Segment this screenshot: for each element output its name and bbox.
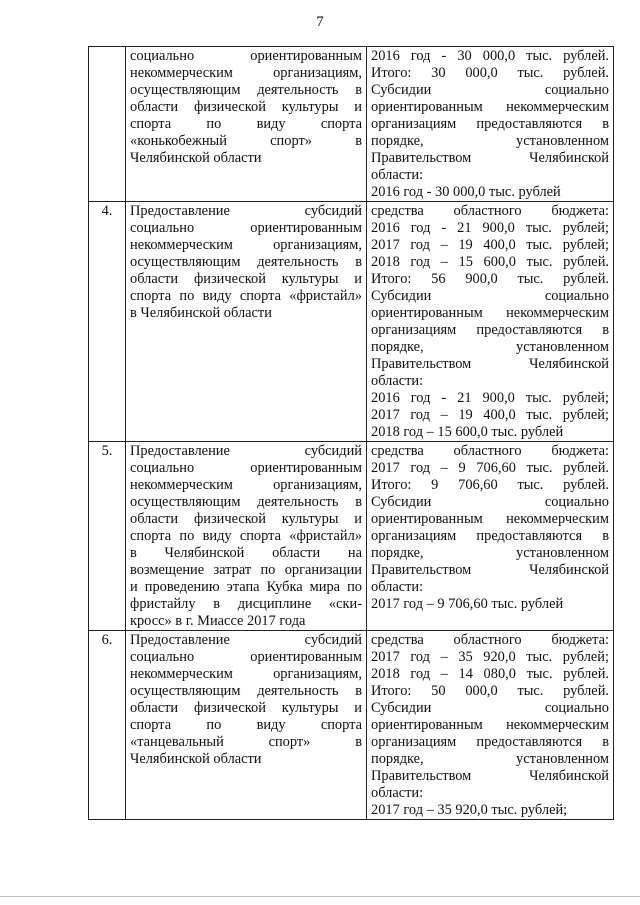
table-row (89, 442, 614, 631)
text-line: Предоставление субсидий (130, 443, 362, 459)
text-line: 2016 год - 30 000,0 тыс. рублей. (371, 48, 609, 64)
text-line: порядке, установленном (371, 545, 609, 561)
measure-description (126, 47, 367, 202)
text-line: Итого: 9 706,60 тыс. рублей. (371, 477, 609, 493)
text-line: социально ориентированным (130, 460, 362, 476)
text-line: Субсидии социально (371, 82, 609, 98)
text-line: спорта по виду спорта «фристайл» (130, 528, 362, 544)
table-row (89, 47, 614, 202)
text-line: социально ориентированным (130, 649, 362, 665)
text-line: ориентированным некоммерческим (371, 717, 609, 733)
text-line: Итого: 50 000,0 тыс. рублей. (371, 683, 609, 699)
text-line: порядке, установленном (371, 751, 609, 767)
text-line: области: (371, 785, 424, 801)
text-line: Челябинской области (130, 751, 262, 767)
row-number (89, 47, 126, 202)
text-line: некоммерческим организациям, (130, 65, 362, 81)
text-line: 2017 год – 9 706,60 тыс. рублей. (371, 460, 609, 476)
text-line: 2017 год – 35 920,0 тыс. рублей; (371, 802, 568, 818)
text-line: осуществляющим деятельность в (130, 254, 362, 270)
text-line: спорта по виду спорта (130, 116, 362, 132)
text-line: области: (371, 167, 424, 183)
text-line: осуществляющим деятельность в (130, 82, 362, 98)
text-line: социально ориентированным (130, 220, 362, 236)
text-line: средства областного бюджета: (371, 203, 609, 219)
row-number: 6. (89, 631, 126, 820)
text-line: 2017 год – 9 706,60 тыс. рублей (371, 596, 564, 612)
text-line: некоммерческим организациям, (130, 477, 362, 493)
text-line: некоммерческим организациям, (130, 237, 362, 253)
text-line: Субсидии социально (371, 288, 609, 304)
table-row (89, 202, 614, 442)
text-line: Субсидии социально (371, 700, 609, 716)
text-line: «конькобежный спорт» в (130, 133, 362, 149)
table-row (89, 631, 614, 820)
text-line: осуществляющим деятельность в (130, 683, 362, 699)
text-line: социально ориентированным (130, 48, 362, 64)
text-line: 2018 год – 15 600,0 тыс. рублей. (371, 254, 609, 270)
text-line: Предоставление субсидий (130, 632, 362, 648)
text-line: осуществляющим деятельность в (130, 494, 362, 510)
text-line: 2016 год - 21 900,0 тыс. рублей; (371, 220, 609, 236)
text-line: области физической культуры и (130, 99, 362, 115)
text-line: 2016 год - 21 900,0 тыс. рублей; (371, 390, 609, 406)
text-line: в Челябинской области на (130, 545, 362, 561)
text-line: «танцевальный спорт» в (130, 734, 362, 750)
measure-description (126, 442, 367, 631)
text-line: области физической культуры и (130, 271, 362, 287)
text-line: 2018 год – 14 080,0 тыс. рублей. (371, 666, 609, 682)
row-number: 5. (89, 442, 126, 631)
page-bottom-divider (0, 896, 640, 897)
text-line: 2017 год – 19 400,0 тыс. рублей; (371, 407, 609, 423)
text-line: порядке, установленном (371, 339, 609, 355)
funding-details (367, 631, 614, 820)
program-table-body (89, 47, 614, 820)
text-line: области физической культуры и (130, 511, 362, 527)
text-line: области: (371, 373, 424, 389)
text-line: спорта по виду спорта (130, 717, 362, 733)
text-line: Правительством Челябинской (371, 356, 609, 372)
funding-details (367, 442, 614, 631)
measure-description (126, 631, 367, 820)
funding-details (367, 202, 614, 442)
funding-details (367, 47, 614, 202)
text-line: Итого: 30 000,0 тыс. рублей. (371, 65, 609, 81)
text-line: организациям предоставляются в (371, 528, 609, 544)
text-line: 2017 год – 19 400,0 тыс. рублей; (371, 237, 609, 253)
text-line: спорта по виду спорта «фристайл» (130, 288, 362, 304)
text-line: некоммерческим организациям, (130, 666, 362, 682)
text-line: организациям предоставляются в (371, 116, 609, 132)
text-line: области физической культуры и (130, 700, 362, 716)
text-line: и проведению этапа Кубка мира по (130, 579, 362, 595)
page-number: 7 (316, 14, 324, 30)
text-line: средства областного бюджета: (371, 632, 609, 648)
text-line: порядке, установленном (371, 133, 609, 149)
text-line: организациям предоставляются в (371, 734, 609, 750)
text-line: Правительством Челябинской (371, 768, 609, 784)
text-line: возмещение затрат по организации (130, 562, 362, 578)
text-line: ориентированным некоммерческим (371, 99, 609, 115)
text-line: 2016 год - 30 000,0 тыс. рублей (371, 184, 561, 200)
measure-description (126, 202, 367, 442)
text-line: Итого: 56 900,0 тыс. рублей. (371, 271, 609, 287)
text-line: ориентированным некоммерческим (371, 305, 609, 321)
row-number: 4. (89, 202, 126, 442)
text-line: Правительством Челябинской (371, 150, 609, 166)
text-line: области: (371, 579, 424, 595)
text-line: Предоставление субсидий (130, 203, 362, 219)
text-line: организациям предоставляются в (371, 322, 609, 338)
text-line: в Челябинской области (130, 305, 272, 321)
text-line: Правительством Челябинской (371, 562, 609, 578)
text-line: фристайлу в дисциплине «ски- (130, 596, 362, 612)
text-line: 2017 год – 35 920,0 тыс. рублей; (371, 649, 609, 665)
text-line: Субсидии социально (371, 494, 609, 510)
program-table (88, 46, 614, 820)
text-line: средства областного бюджета: (371, 443, 609, 459)
text-line: Челябинской области (130, 150, 262, 166)
text-line: ориентированным некоммерческим (371, 511, 609, 527)
text-line: кросс» в г. Миассе 2017 года (130, 613, 306, 629)
text-line: 2018 год – 15 600,0 тыс. рублей (371, 424, 564, 440)
